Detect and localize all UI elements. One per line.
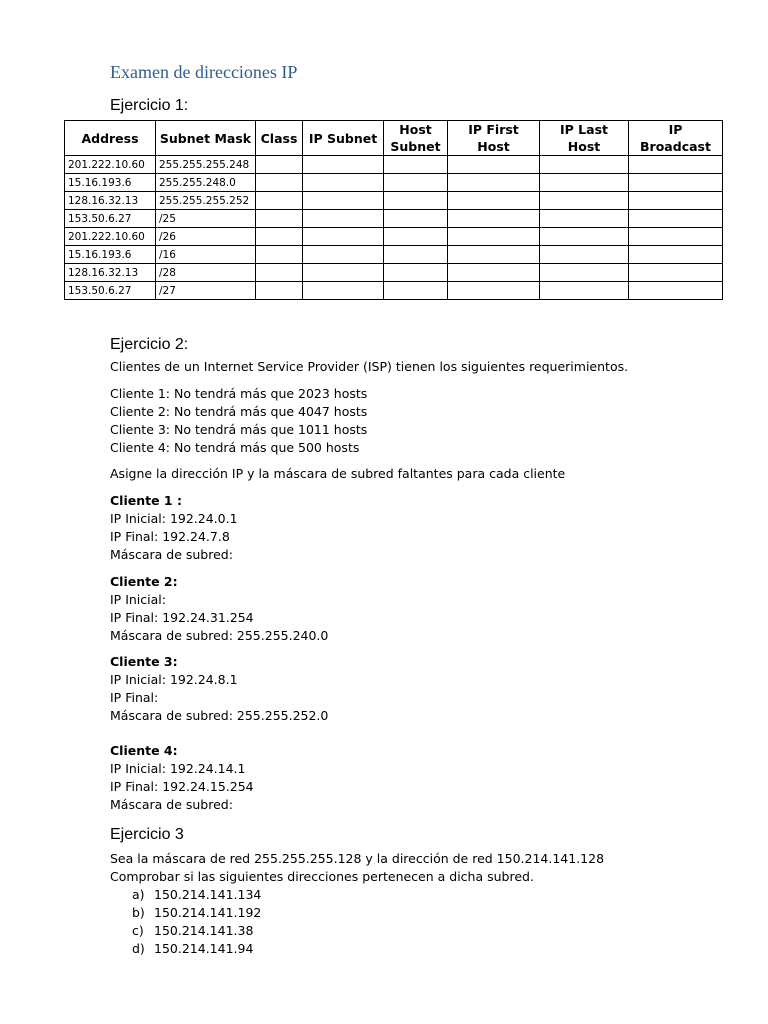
cell-empty — [629, 210, 723, 228]
cell-empty — [256, 210, 303, 228]
cell-empty — [540, 264, 629, 282]
table-row — [65, 246, 723, 264]
list-text: 150.214.141.134 — [154, 887, 262, 902]
ej3-line-1: Sea la máscara de red 255.255.255.128 y la dirección de red 150.214.141.128 — [110, 851, 605, 866]
cell-empty — [629, 192, 723, 210]
cell-subnet-mask: 255.255.255.248 — [156, 156, 256, 174]
cliente-1-block — [110, 492, 238, 564]
cell-empty — [384, 264, 448, 282]
cell-address: 15.16.193.6 — [65, 174, 156, 192]
list-marker: d) — [132, 941, 145, 956]
requirement-item: Cliente 2: No tendrá más que 4047 hosts — [110, 404, 368, 419]
table-row — [65, 264, 723, 282]
cell-empty — [303, 192, 384, 210]
cell-address: 15.16.193.6 — [65, 246, 156, 264]
table-row — [65, 156, 723, 174]
cell-empty — [629, 156, 723, 174]
cell-empty — [256, 174, 303, 192]
cell-subnet-mask: 255.255.248.0 — [156, 174, 256, 192]
cliente-4-block — [110, 742, 254, 814]
cell-empty — [540, 192, 629, 210]
requirement-item: Cliente 4: No tendrá más que 500 hosts — [110, 440, 360, 455]
cliente-4-mascara: Máscara de subred: — [110, 797, 233, 812]
ejercicio-3-heading: Ejercicio 3 — [110, 826, 184, 843]
cell-empty — [540, 228, 629, 246]
requirements-list — [110, 385, 367, 457]
cell-empty — [303, 156, 384, 174]
cliente-2-ip-final: IP Final: 192.24.31.254 — [110, 610, 254, 625]
cell-empty — [256, 264, 303, 282]
cell-empty — [303, 174, 384, 192]
cliente-3-title: Cliente 3: — [110, 654, 178, 669]
list-text: 150.214.141.192 — [154, 905, 262, 920]
cell-empty — [303, 246, 384, 264]
list-text: 150.214.141.38 — [154, 923, 254, 938]
header-subnet-mask: Subnet Mask — [156, 121, 256, 156]
cell-subnet-mask: /26 — [156, 228, 256, 246]
cell-empty — [448, 210, 540, 228]
cell-subnet-mask: /25 — [156, 210, 256, 228]
cliente-3-ip-inicial: IP Inicial: 192.24.8.1 — [110, 672, 238, 687]
cell-empty — [629, 264, 723, 282]
cell-address: 153.50.6.27 — [65, 282, 156, 300]
instruction-text — [110, 465, 565, 483]
table-row — [65, 228, 723, 246]
cell-address: 153.50.6.27 — [65, 210, 156, 228]
cliente-2-mascara: Máscara de subred: 255.255.240.0 — [110, 628, 329, 643]
cell-empty — [384, 228, 448, 246]
cell-empty — [540, 174, 629, 192]
cell-subnet-mask: /28 — [156, 264, 256, 282]
cell-empty — [256, 228, 303, 246]
cliente-2-ip-inicial: IP Inicial: — [110, 592, 166, 607]
cell-empty — [384, 282, 448, 300]
list-marker: a) — [132, 887, 145, 902]
cliente-2-block — [110, 573, 328, 645]
table-header-row — [65, 121, 723, 156]
cell-empty — [384, 210, 448, 228]
cell-empty — [384, 174, 448, 192]
cliente-1-ip-final: IP Final: 192.24.7.8 — [110, 529, 230, 544]
list-marker: c) — [132, 923, 144, 938]
cell-empty — [256, 192, 303, 210]
address-list — [110, 886, 604, 958]
cell-empty — [540, 156, 629, 174]
cliente-4-title: Cliente 4: — [110, 743, 178, 758]
cliente-3-block — [110, 653, 328, 725]
header-ip-subnet: IP Subnet — [303, 121, 384, 156]
document-title: Examen de direcciones IP — [110, 62, 298, 82]
cell-empty — [303, 210, 384, 228]
cell-empty — [384, 156, 448, 174]
isp-intro: Clientes de un Internet Service Provider (ISP) tienen los siguientes requerimientos. — [110, 359, 629, 374]
header-class: Class — [256, 121, 303, 156]
cell-empty — [540, 282, 629, 300]
cell-empty — [448, 174, 540, 192]
cell-address: 201.222.10.60 — [65, 156, 156, 174]
cell-empty — [256, 282, 303, 300]
list-item — [110, 922, 604, 940]
cell-empty — [540, 210, 629, 228]
cell-empty — [448, 192, 540, 210]
cliente-3-mascara: Máscara de subred: 255.255.252.0 — [110, 708, 329, 723]
cell-subnet-mask: 255.255.255.252 — [156, 192, 256, 210]
header-ip-broadcast: IP Broadcast — [629, 121, 723, 156]
cell-empty — [448, 264, 540, 282]
cliente-3-ip-final: IP Final: — [110, 690, 159, 705]
header-ip-first-host: IP First Host — [448, 121, 540, 156]
list-item — [110, 940, 604, 958]
header-address: Address — [65, 121, 156, 156]
cell-empty — [256, 156, 303, 174]
cell-empty — [448, 246, 540, 264]
cliente-1-ip-inicial: IP Inicial: 192.24.0.1 — [110, 511, 238, 526]
instruction-line: Asigne la dirección IP y la máscara de subred faltantes para cada cliente — [110, 466, 566, 481]
cell-empty — [303, 228, 384, 246]
table-row — [65, 282, 723, 300]
cliente-4-ip-inicial: IP Inicial: 192.24.14.1 — [110, 761, 246, 776]
cliente-4-ip-final: IP Final: 192.24.15.254 — [110, 779, 254, 794]
cell-address: 201.222.10.60 — [65, 228, 156, 246]
cell-empty — [448, 228, 540, 246]
cliente-2-title: Cliente 2: — [110, 574, 178, 589]
cell-empty — [448, 156, 540, 174]
cell-address: 128.16.32.13 — [65, 264, 156, 282]
list-text: 150.214.141.94 — [154, 941, 254, 956]
cell-empty — [384, 192, 448, 210]
cell-address: 128.16.32.13 — [65, 192, 156, 210]
table-row — [65, 210, 723, 228]
cell-empty — [303, 264, 384, 282]
ip-table — [64, 120, 723, 300]
list-item — [110, 904, 604, 922]
ejercicio-3-body — [110, 850, 604, 958]
header-host-subnet: Host Subnet — [384, 121, 448, 156]
cell-empty — [303, 282, 384, 300]
cell-empty — [256, 246, 303, 264]
cliente-1-mascara: Máscara de subred: — [110, 547, 233, 562]
cell-empty — [448, 282, 540, 300]
list-marker: b) — [132, 905, 145, 920]
ejercicio-2-body — [110, 358, 628, 376]
ejercicio-2-heading: Ejercicio 2: — [110, 336, 189, 353]
ejercicio-1-heading: Ejercicio 1: — [110, 97, 189, 114]
table-row — [65, 192, 723, 210]
cliente-1-title: Cliente 1 : — [110, 493, 182, 508]
cell-empty — [384, 246, 448, 264]
cell-empty — [629, 282, 723, 300]
requirement-item: Cliente 3: No tendrá más que 1011 hosts — [110, 422, 368, 437]
cell-empty — [540, 246, 629, 264]
table-row — [65, 174, 723, 192]
cell-empty — [629, 246, 723, 264]
header-ip-last-host: IP Last Host — [540, 121, 629, 156]
ej3-line-2: Comprobar si las siguientes direcciones pertenecen a dicha subred. — [110, 869, 534, 884]
cell-empty — [629, 174, 723, 192]
requirement-item: Cliente 1: No tendrá más que 2023 hosts — [110, 386, 368, 401]
cell-empty — [629, 228, 723, 246]
cell-subnet-mask: /16 — [156, 246, 256, 264]
list-item — [110, 886, 604, 904]
cell-subnet-mask: /27 — [156, 282, 256, 300]
